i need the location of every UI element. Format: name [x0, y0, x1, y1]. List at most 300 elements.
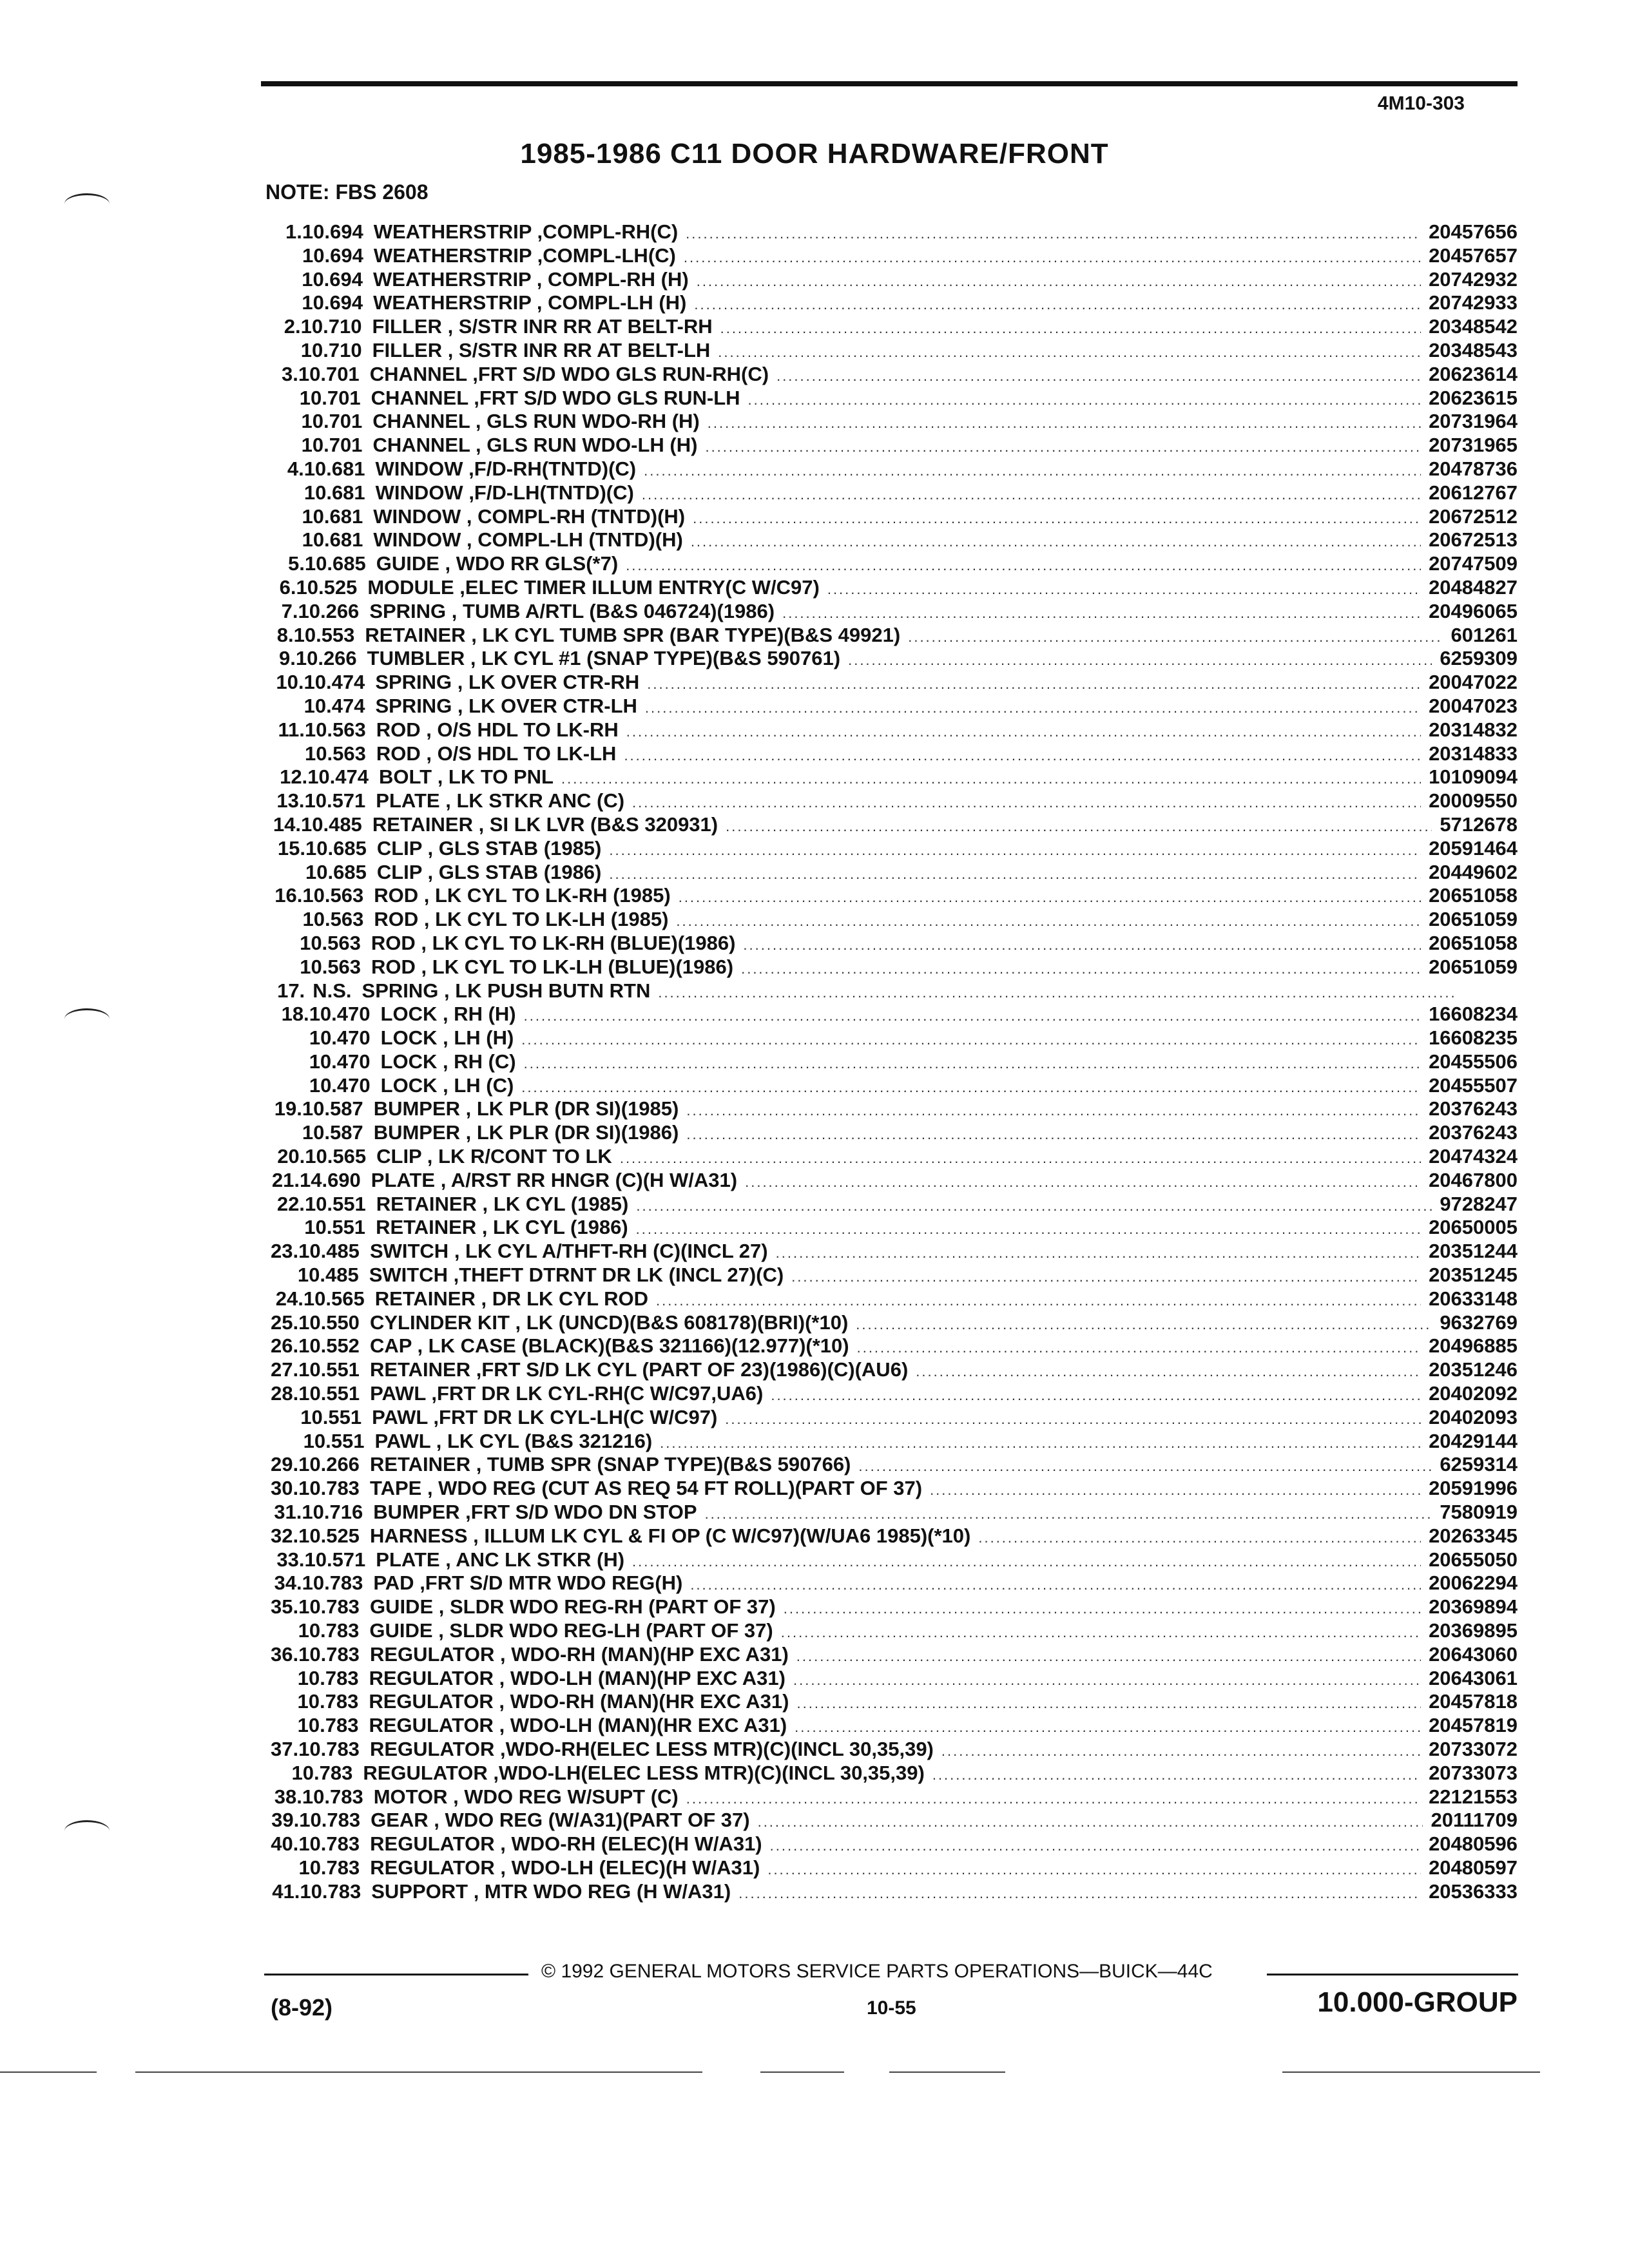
- part-name: WEATHERSTRIP: [373, 220, 532, 243]
- ref-number: 20.: [277, 1145, 305, 1168]
- part-number: 20672513: [1429, 528, 1518, 552]
- group-number: 10.710: [300, 315, 362, 338]
- part-description: [373, 1571, 682, 1595]
- group-number: 10.783: [291, 1761, 353, 1784]
- part-name: BUMPER: [373, 1501, 460, 1524]
- group-number: 10.551: [303, 1429, 365, 1452]
- part-row: [271, 387, 1518, 410]
- part-description: [376, 1145, 612, 1169]
- part-row: [271, 244, 1518, 268]
- parts-list: [271, 220, 1518, 1904]
- part-number: 20742933: [1429, 291, 1518, 314]
- group-number: 10.694: [302, 244, 363, 267]
- part-row: [271, 410, 1518, 434]
- part-name: MOTOR: [373, 1785, 448, 1808]
- part-spec: , WDO RR GLS(*7): [439, 552, 619, 575]
- part-number: 20650005: [1429, 1216, 1518, 1239]
- date-code: (8-92): [271, 1994, 333, 2021]
- scan-artifact-line: [760, 2071, 844, 2073]
- part-description: [379, 765, 554, 789]
- part-spec: ,COMPL-RH(C): [531, 220, 679, 243]
- part-spec: , ILLUM LK CYL & FI OP (C W/C97)(W/UA6 1985)(*10): [467, 1524, 971, 1547]
- scan-artifact-line: [0, 2071, 97, 2073]
- part-name: WEATHERSTRIP: [373, 267, 532, 291]
- part-name: CHANNEL: [372, 434, 470, 457]
- ref-number: 4.: [287, 457, 304, 480]
- group-number: 10.783: [300, 1879, 361, 1903]
- part-number: 20429144: [1429, 1429, 1518, 1452]
- group-number: 10.783: [298, 1832, 360, 1856]
- part-number: 20351246: [1429, 1358, 1518, 1381]
- part-description: [381, 1050, 516, 1074]
- part-description: [370, 1856, 760, 1880]
- part-row: [271, 1453, 1518, 1477]
- part-row: [271, 1809, 1518, 1832]
- part-number: 20457818: [1429, 1690, 1518, 1713]
- page-id: 4M10-303: [1377, 93, 1465, 114]
- part-name: FILLER: [372, 338, 443, 361]
- part-number: 601261: [1451, 623, 1518, 646]
- part-row: [271, 647, 1518, 671]
- dot-leader: [636, 1195, 1432, 1218]
- part-number: 20651059: [1429, 908, 1518, 931]
- part-number: 20402092: [1429, 1382, 1518, 1405]
- part-description: [375, 695, 637, 718]
- scan-artifact-line: [1282, 2071, 1540, 2073]
- binder-hole-mark: [64, 1008, 110, 1030]
- top-rule: [261, 81, 1518, 86]
- part-row: [271, 1856, 1518, 1880]
- part-name: WINDOW: [373, 528, 461, 552]
- part-spec: , LK CYL TO LK-LH (BLUE)(1986): [415, 955, 734, 978]
- part-name: ROD: [371, 955, 416, 978]
- part-description: [371, 932, 736, 956]
- dot-leader: [796, 1645, 1421, 1669]
- part-description: [376, 1548, 624, 1572]
- part-number: 20369894: [1429, 1595, 1518, 1619]
- part-name: SPRING: [369, 599, 447, 622]
- part-spec: , DR LK CYL ROD: [475, 1287, 648, 1310]
- group-number: 10.552: [298, 1334, 360, 1358]
- part-description: [370, 1832, 762, 1856]
- part-description: [373, 268, 689, 292]
- ref-number: 6.: [279, 575, 296, 599]
- part-row: [271, 1216, 1518, 1240]
- part-name: TUMBLER: [367, 647, 465, 670]
- part-spec: , COMPL-RH (H): [531, 267, 689, 291]
- part-spec: , SLDR WDO REG-RH (PART OF 37): [433, 1595, 776, 1619]
- part-spec: , SLDR WDO REG-LH (PART OF 37): [432, 1619, 773, 1642]
- part-number: 20467800: [1429, 1168, 1518, 1191]
- part-description: [374, 908, 668, 932]
- group-number: 10.681: [302, 505, 363, 528]
- part-description: [375, 1287, 648, 1311]
- scan-artifact-line: [889, 2071, 1005, 2073]
- part-row: [271, 1287, 1518, 1311]
- dot-leader: [795, 1716, 1421, 1740]
- page-number: 10-55: [867, 1997, 916, 2019]
- part-row: [271, 884, 1518, 908]
- group-number: 10.701: [298, 362, 360, 385]
- part-number: 20376243: [1429, 1097, 1518, 1120]
- group-number: 10.571: [304, 1548, 366, 1571]
- part-description: [377, 837, 602, 861]
- part-spec: , WDO REG (W/A31)(PART OF 37): [428, 1809, 750, 1832]
- part-name: BOLT: [379, 765, 432, 789]
- dot-leader: [624, 744, 1421, 768]
- part-name: LOCK: [380, 1003, 438, 1026]
- part-number: 20655050: [1429, 1548, 1518, 1571]
- part-spec: , COMPL-LH (TNTD)(H): [461, 528, 683, 552]
- part-name: ROD: [376, 718, 421, 741]
- part-row: [271, 434, 1518, 457]
- part-name: SUPPORT: [371, 1879, 468, 1903]
- part-number: 20047023: [1429, 694, 1518, 717]
- part-spec: , LK TO PNL: [432, 765, 554, 789]
- part-description: [369, 600, 775, 624]
- group-number: 10.563: [305, 742, 366, 765]
- ref-number: 2.: [284, 315, 301, 338]
- dot-leader: [676, 910, 1421, 934]
- part-number: 16608234: [1429, 1003, 1518, 1026]
- dot-leader: [941, 1740, 1421, 1763]
- part-name: SWITCH: [369, 1264, 448, 1287]
- group-number: 10.694: [302, 291, 363, 314]
- part-row: [271, 576, 1518, 600]
- part-row: [271, 528, 1518, 552]
- group-number: 10.694: [302, 220, 363, 243]
- part-spec: ,F/D-RH(TNTD)(C): [463, 457, 637, 480]
- part-description: [370, 1477, 922, 1501]
- part-name: RETAINER: [369, 1453, 471, 1476]
- part-number: 10109094: [1429, 765, 1518, 789]
- part-name: WINDOW: [375, 457, 463, 480]
- part-description: [370, 1311, 848, 1335]
- ref-number: 18.: [281, 1003, 309, 1026]
- part-row: [271, 813, 1518, 837]
- part-name: CLIP: [376, 1145, 422, 1168]
- dot-leader: [856, 1313, 1432, 1337]
- ref-number: 41.: [272, 1879, 300, 1903]
- part-name: PAWL: [370, 1382, 426, 1405]
- dot-leader: [776, 365, 1421, 389]
- group-number: 10.685: [305, 860, 367, 883]
- part-name: ROD: [374, 908, 419, 931]
- dot-leader: [738, 1882, 1421, 1906]
- dot-leader: [642, 483, 1421, 507]
- part-description: [373, 528, 682, 552]
- part-name: WINDOW: [373, 505, 461, 528]
- part-row: [271, 695, 1518, 718]
- ref-number: 9.: [278, 647, 296, 670]
- ref-number: 36.: [271, 1642, 299, 1666]
- part-spec: , COMPL-LH (H): [531, 291, 687, 314]
- part-number: 16608235: [1429, 1026, 1518, 1050]
- part-spec: , O/S HDL TO LK-LH: [420, 742, 617, 765]
- part-name: LOCK: [380, 1073, 438, 1097]
- dot-leader: [708, 412, 1421, 436]
- part-row: [271, 908, 1518, 932]
- dot-leader: [644, 459, 1421, 483]
- group-number: 10.563: [304, 718, 366, 741]
- part-row: [271, 1097, 1518, 1121]
- part-number: 20733072: [1429, 1738, 1518, 1760]
- part-spec: ,FRT S/D MTR WDO REG(H): [414, 1571, 683, 1595]
- part-number: 20455506: [1429, 1050, 1518, 1073]
- part-row: [271, 505, 1518, 529]
- ref-number: 13.: [276, 789, 305, 812]
- part-number: 20731965: [1429, 434, 1518, 457]
- group-number: 10.783: [298, 1856, 360, 1879]
- part-description: [370, 1240, 768, 1264]
- part-spec: , RH (C): [437, 1050, 516, 1073]
- part-spec: , LK CYL A/THFT-RH (C)(INCL 27): [448, 1240, 768, 1263]
- group-number: 10.550: [298, 1311, 360, 1334]
- part-description: [374, 220, 678, 244]
- group-number: 10.685: [305, 836, 367, 860]
- part-description: [372, 339, 711, 363]
- dot-leader: [718, 341, 1421, 365]
- part-description: [370, 1334, 849, 1358]
- part-name: PAD: [373, 1571, 414, 1595]
- dot-leader: [660, 1432, 1421, 1456]
- part-name: BUMPER: [373, 1121, 461, 1144]
- part-name: ROD: [376, 742, 421, 765]
- ref-number: 31.: [274, 1501, 302, 1524]
- dot-leader: [827, 578, 1421, 602]
- part-row: [271, 1619, 1518, 1643]
- part-name: CHANNEL: [372, 410, 470, 433]
- ref-number: 33.: [276, 1548, 305, 1571]
- part-number: 20457657: [1429, 244, 1518, 267]
- dot-leader: [916, 1360, 1421, 1384]
- dot-leader: [697, 270, 1421, 294]
- part-name: GUIDE: [376, 552, 439, 575]
- ref-number: 26.: [271, 1334, 299, 1358]
- ref-number: 30.: [271, 1477, 299, 1500]
- part-name: RETAINER: [376, 1216, 477, 1239]
- part-number: 20449602: [1429, 860, 1518, 883]
- part-number: 20455507: [1429, 1073, 1518, 1097]
- dot-leader: [679, 886, 1421, 910]
- ref-number: 23.: [271, 1240, 299, 1263]
- part-number: 20314832: [1429, 718, 1518, 741]
- part-number: 20496885: [1429, 1334, 1518, 1358]
- part-number: 20062294: [1429, 1571, 1518, 1595]
- part-description: [369, 1619, 773, 1643]
- part-name: SPRING: [375, 694, 452, 717]
- part-spec: , LK CYL TO LK-RH (1985): [418, 884, 671, 907]
- part-number: 20351245: [1429, 1264, 1518, 1287]
- part-spec: , LK CASE (BLACK)(B&S 321166)(12.977)(*10): [411, 1334, 849, 1358]
- part-description: [381, 1074, 514, 1098]
- part-number: 20484827: [1429, 575, 1518, 599]
- group-number: 10.710: [300, 338, 362, 361]
- part-name: PAWL: [372, 1405, 428, 1428]
- dot-leader: [686, 1787, 1421, 1811]
- group-number: 10.571: [304, 789, 366, 812]
- part-description: [374, 1785, 679, 1809]
- part-description: [376, 481, 634, 505]
- part-description: [369, 1714, 787, 1738]
- part-name: ROD: [371, 931, 416, 954]
- part-row: [271, 789, 1518, 813]
- group-number: 10.565: [305, 1145, 367, 1168]
- ref-number: 16.: [275, 884, 303, 907]
- part-spec: ,ELEC TIMER ILLUM ENTRY(C W/C97): [454, 575, 820, 599]
- dot-leader: [748, 389, 1422, 412]
- part-spec: ,COMPL-LH(C): [532, 244, 676, 267]
- part-spec: , LK CYL TO LK-RH (BLUE)(1986): [415, 931, 736, 954]
- ref-number: 39.: [271, 1809, 300, 1832]
- part-row: [271, 363, 1518, 387]
- dot-leader: [636, 1218, 1421, 1242]
- part-number: 9632769: [1440, 1311, 1518, 1334]
- part-number: 20480596: [1429, 1832, 1518, 1856]
- ref-number: 19.: [274, 1097, 302, 1120]
- part-description: [362, 979, 651, 1003]
- ref-number: 32.: [271, 1524, 299, 1547]
- dot-leader: [857, 1336, 1421, 1360]
- part-description: [370, 1358, 908, 1382]
- part-name: CHANNEL: [371, 386, 468, 409]
- part-name: SPRING: [375, 671, 452, 694]
- group-number: 10.266: [298, 599, 360, 622]
- part-row: [271, 291, 1518, 315]
- dot-leader: [741, 957, 1421, 981]
- group-number: 10.783: [299, 1809, 361, 1832]
- ref-number: 11.: [278, 718, 305, 741]
- part-spec: ,FRT S/D WDO GLS RUN-RH(C): [467, 362, 769, 385]
- part-spec: , LK STKR ANC (C): [439, 789, 625, 812]
- part-spec: , LK PLR (DR SI)(1986): [460, 1121, 679, 1144]
- part-name: WEATHERSTRIP: [373, 291, 532, 314]
- dot-leader: [705, 1503, 1432, 1526]
- part-description: [372, 315, 712, 339]
- part-number: 20480597: [1429, 1856, 1518, 1879]
- group-number: 10.470: [309, 1003, 371, 1026]
- part-description: [374, 1097, 679, 1121]
- dot-leader: [658, 981, 1458, 1005]
- part-number: 20633148: [1429, 1287, 1518, 1310]
- group-number: N.S.: [313, 979, 352, 1002]
- part-name: ROD: [374, 884, 419, 907]
- part-number: 20474324: [1429, 1145, 1518, 1168]
- part-description: [374, 1121, 679, 1145]
- page-title: 1985-1986 C11 DOOR HARDWARE/FRONT: [520, 138, 1109, 169]
- part-name: PLATE: [371, 1168, 436, 1191]
- part-row: [271, 1785, 1518, 1809]
- ref-number: 25.: [271, 1311, 299, 1334]
- ref-number: 27.: [271, 1358, 299, 1381]
- group-number: 10.470: [309, 1026, 371, 1050]
- part-row: [271, 956, 1518, 979]
- part-description: [374, 884, 670, 908]
- part-spec: ,FRT S/D LK CYL (PART OF 23)(1986)(C)(AU6): [470, 1358, 909, 1381]
- part-row: [271, 1074, 1518, 1098]
- part-spec: ,WDO-RH(ELEC LESS MTR)(C)(INCL 30,35,39): [494, 1738, 934, 1760]
- dot-leader: [686, 1099, 1421, 1123]
- part-row: [271, 1240, 1518, 1264]
- scan-artifact-line: [135, 2071, 702, 2073]
- dot-leader: [609, 839, 1421, 863]
- dot-leader: [858, 1455, 1432, 1479]
- part-spec: , S/STR INR RR AT BELT-RH: [441, 315, 713, 338]
- part-description: [370, 1453, 851, 1477]
- dot-leader: [656, 1289, 1421, 1313]
- ref-number: 15.: [277, 836, 305, 860]
- part-spec: ,FRT S/D WDO GLS RUN-LH: [468, 386, 740, 409]
- part-description: [370, 1382, 763, 1406]
- part-name: GUIDE: [369, 1595, 434, 1619]
- part-name: RETAINER: [365, 623, 466, 646]
- group-number: 10.485: [298, 1240, 360, 1263]
- part-name: LOCK: [380, 1026, 438, 1050]
- part-row: [271, 1358, 1518, 1382]
- dot-leader: [743, 934, 1421, 957]
- part-number: 20111709: [1431, 1809, 1518, 1832]
- group-number: 10.701: [299, 386, 361, 409]
- dot-leader: [645, 697, 1421, 720]
- part-row: [271, 1501, 1518, 1524]
- part-row: [271, 1334, 1518, 1358]
- part-description: [372, 813, 718, 837]
- part-spec: , GLS STAB (1985): [421, 836, 602, 860]
- part-number: 20263345: [1429, 1524, 1518, 1547]
- part-spec: , LK PUSH BUTN RTN: [438, 979, 651, 1002]
- part-spec: , LK CYL #1 (SNAP TYPE)(B&S 590761): [465, 647, 841, 670]
- part-spec: , RH (H): [437, 1003, 516, 1026]
- dot-leader: [758, 1811, 1423, 1834]
- part-description: [372, 1406, 717, 1430]
- part-row: [271, 1832, 1518, 1856]
- part-row: [271, 1880, 1518, 1904]
- group-number: 10.685: [304, 552, 366, 575]
- part-number: 20457656: [1429, 220, 1518, 243]
- part-name: REGULATOR: [369, 1690, 494, 1713]
- part-row: [271, 1643, 1518, 1667]
- part-name: CLIP: [376, 836, 422, 860]
- part-number: 20591464: [1429, 836, 1518, 860]
- group-number: 10.485: [297, 1264, 359, 1287]
- part-spec: , SI LK LVR (B&S 320931): [472, 812, 718, 836]
- dot-leader: [793, 1669, 1421, 1693]
- part-row: [271, 837, 1518, 861]
- copyright: © 1992 GENERAL MOTORS SERVICE PARTS OPERATIONS—BUICK—44C: [541, 1961, 1213, 1982]
- part-name: CLIP: [376, 860, 422, 883]
- part-spec: , S/STR INR RR AT BELT-LH: [442, 338, 711, 361]
- part-description: [371, 387, 740, 410]
- part-row: [271, 1003, 1518, 1026]
- part-spec: , LH (C): [437, 1073, 514, 1097]
- dot-leader: [771, 1384, 1421, 1408]
- group-number: 10.587: [302, 1121, 363, 1144]
- part-name: MODULE: [367, 575, 454, 599]
- group-number: 10.701: [301, 410, 363, 433]
- part-name: FILLER: [372, 315, 442, 338]
- part-spec: , WDO-RH (MAN)(HP EXC A31): [494, 1642, 789, 1666]
- dot-leader: [781, 1621, 1421, 1645]
- part-number: 20591996: [1429, 1477, 1518, 1500]
- ref-number: 7.: [281, 599, 298, 622]
- part-name: PLATE: [376, 1548, 440, 1571]
- ref-number: 37.: [271, 1738, 299, 1760]
- part-row: [271, 718, 1518, 742]
- ref-number: 5.: [288, 552, 305, 575]
- part-name: REGULATOR: [369, 1714, 494, 1737]
- part-row: [271, 1595, 1518, 1619]
- part-spec: ,FRT S/D WDO DN STOP: [459, 1501, 697, 1524]
